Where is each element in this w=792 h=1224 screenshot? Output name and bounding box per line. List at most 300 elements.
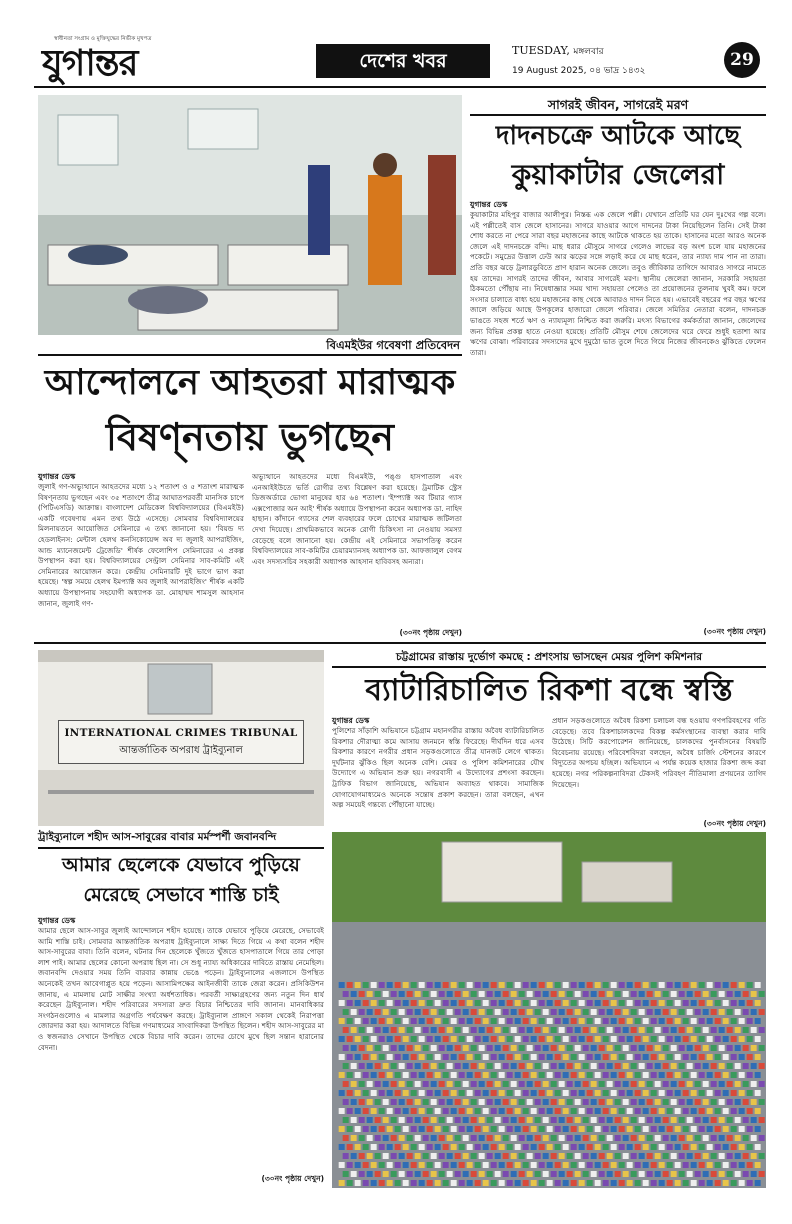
rickshaw-mark	[699, 1018, 705, 1024]
rickshaw-mark	[503, 1081, 509, 1087]
rickshaw-mark	[515, 1108, 521, 1114]
rickshaw-mark	[591, 1153, 597, 1159]
rickshaw-mark	[667, 1090, 673, 1096]
rickshaw-mark	[483, 1000, 489, 1006]
rickshaw-mark	[463, 991, 469, 997]
rickshaw-mark	[663, 991, 669, 997]
rickshaw-mark	[459, 1018, 465, 1024]
rickshaw-mark	[587, 1090, 593, 1096]
rickshaw-mark	[459, 1126, 465, 1132]
rickshaw-mark	[615, 1009, 621, 1015]
rickshaw-mark	[491, 1162, 497, 1168]
rickshaw-mark	[579, 1126, 585, 1132]
rickshaw-mark	[363, 1072, 369, 1078]
rickshaw-mark	[727, 1081, 733, 1087]
rickshaw-mark	[359, 1153, 365, 1159]
rickshaw-mark	[383, 1081, 389, 1087]
rickshaw-mark	[351, 1063, 357, 1069]
rickshaw-mark	[551, 1135, 557, 1141]
rickshaw-mark	[355, 1090, 361, 1096]
rickshaw-mark	[431, 991, 437, 997]
rickshaw-mark	[351, 1135, 357, 1141]
rickshaw-mark	[671, 1063, 677, 1069]
rickshaw-mark	[395, 1072, 401, 1078]
rickshaw-mark	[511, 1153, 517, 1159]
rickshaw-mark	[719, 1045, 725, 1051]
rickshaw-mark	[659, 1180, 665, 1186]
rickshaw-mark	[555, 1054, 561, 1060]
rickshaw-mark	[367, 1099, 373, 1105]
rickshaw-mark	[587, 1126, 593, 1132]
rickshaw-mark	[375, 991, 381, 997]
rickshaw-mark	[743, 1171, 749, 1177]
rickshaw-mark	[355, 1018, 361, 1024]
rickshaw-mark	[475, 1162, 481, 1168]
rickshaw-mark	[599, 991, 605, 997]
rickshaw-mark	[719, 1117, 725, 1123]
rickshaw-mark	[351, 991, 357, 997]
rickshaw-mark	[559, 1063, 565, 1069]
masthead	[34, 36, 766, 88]
rickshaw-mark	[659, 1144, 665, 1150]
rickshaw-mark	[683, 1162, 689, 1168]
rickshaw-mark	[415, 1045, 421, 1051]
rickshaw-mark	[367, 991, 373, 997]
rickshaw-mark	[603, 1018, 609, 1024]
tribunal-sign-bn: আন্তর্জাতিক অপরাধ ট্রাইব্যুনাল	[119, 745, 243, 756]
rickshaw-mark	[371, 1126, 377, 1132]
rickshaw-mark	[663, 1081, 669, 1087]
rickshaw-mark	[511, 1027, 517, 1033]
rickshaw-mark	[423, 1009, 429, 1015]
rickshaw-mark	[383, 1045, 389, 1051]
rickshaw-mark	[627, 1090, 633, 1096]
rickshaw-mark	[411, 1072, 417, 1078]
rickshaw-mark	[759, 1027, 765, 1033]
rickshaw-mark	[735, 1063, 741, 1069]
rickshaw-mark	[575, 1099, 581, 1105]
rickshaw-mark	[463, 1063, 469, 1069]
rickshaw-mark	[547, 1144, 553, 1150]
rickshaw-mark	[683, 1018, 689, 1024]
rickshaw-mark	[663, 1045, 669, 1051]
rickshaw-mark	[707, 1090, 713, 1096]
rickshaw-mark	[479, 1027, 485, 1033]
rickshaw-mark	[455, 1045, 461, 1051]
rickshaw-mark	[531, 1126, 537, 1132]
rickshaw-mark	[479, 991, 485, 997]
rickshaw-mark	[523, 1000, 529, 1006]
rickshaw-mark	[475, 1126, 481, 1132]
rickshaw-mark	[483, 1162, 489, 1168]
rickshaw-mark	[695, 1045, 701, 1051]
rickshaw-mark	[587, 1054, 593, 1060]
rickshaw-mark	[535, 1045, 541, 1051]
rickshaw-mark	[459, 1090, 465, 1096]
rickshaw-mark	[559, 991, 565, 997]
rickshaw-mark	[679, 1027, 685, 1033]
rickshaw-mark	[635, 1126, 641, 1132]
rickshaw-mark	[663, 1153, 669, 1159]
rickshaw-mark	[571, 1036, 577, 1042]
rickshaw-mark	[343, 1063, 349, 1069]
rickshaw-mark	[531, 1180, 537, 1186]
rickshaw-mark	[551, 1063, 557, 1069]
rickshaw-mark	[567, 1027, 573, 1033]
rickshaw-mark	[443, 1018, 449, 1024]
rickshaw-mark	[487, 991, 493, 997]
rickshaw-mark	[739, 1000, 745, 1006]
rickshaw-mark	[499, 1036, 505, 1042]
rickshaw-mark	[503, 1135, 509, 1141]
rickshaw-mark	[447, 1117, 453, 1123]
story2-kicker: সাগরই জীবন, সাগরেই মরণ	[547, 97, 689, 112]
rickshaw-mark	[391, 1063, 397, 1069]
rickshaw-mark	[499, 1162, 505, 1168]
rickshaw-mark	[631, 1009, 637, 1015]
rickshaw-mark	[759, 1099, 765, 1105]
rickshaw-mark	[739, 1180, 745, 1186]
rickshaw-mark	[603, 1036, 609, 1042]
rickshaw-mark	[607, 1117, 613, 1123]
rickshaw-mark	[695, 1063, 701, 1069]
rickshaw-mark	[515, 982, 521, 988]
rickshaw-mark	[443, 1072, 449, 1078]
rickshaw-mark	[723, 1144, 729, 1150]
rickshaw-mark	[727, 1045, 733, 1051]
rickshaw-mark	[395, 1018, 401, 1024]
rickshaw-mark	[571, 1054, 577, 1060]
rickshaw-mark	[391, 1153, 397, 1159]
rickshaw-mark	[695, 1117, 701, 1123]
rickshaw-mark	[643, 1180, 649, 1186]
rickshaw-mark	[567, 1171, 573, 1177]
rickshaw-mark	[467, 982, 473, 988]
rickshaw-mark	[715, 1072, 721, 1078]
rickshaw-mark	[647, 1027, 653, 1033]
rickshaw-mark	[555, 1180, 561, 1186]
rickshaw-aerial-photo	[332, 832, 766, 1188]
rickshaw-mark	[695, 1081, 701, 1087]
rickshaw-mark	[491, 1108, 497, 1114]
rickshaw-mark	[515, 1072, 521, 1078]
rickshaw-mark	[583, 1153, 589, 1159]
rickshaw-mark	[515, 1144, 521, 1150]
rickshaw-mark	[699, 982, 705, 988]
rickshaw-mark	[571, 1000, 577, 1006]
rickshaw-mark	[707, 1036, 713, 1042]
rickshaw-mark	[503, 1153, 509, 1159]
rickshaw-mark	[539, 982, 545, 988]
rickshaw-mark	[735, 1009, 741, 1015]
rickshaw-mark	[651, 1018, 657, 1024]
rickshaw-mark	[447, 1063, 453, 1069]
rickshaw-mark	[615, 1171, 621, 1177]
rickshaw-mark	[403, 982, 409, 988]
rickshaw-mark	[623, 1117, 629, 1123]
rickshaw-mark	[407, 1045, 413, 1051]
story1-body-col1: জুলাই গণ-অভ্যুত্থানে আহতদের মধ্যে ১২ শতাংশ ও ৫ শতাংশ মারাত্মক বিষণ্নতায় ভুগছেন এবং ৩৫ শতাংশে তীব্র আঘাতপরবর্তী মানসিক চাপে (পিটিএসডি) আক্রান্ত। বাংলাদেশ মেডিকেল বিশ্ববিদ্যালয়ের (বিএমইউ) একটি গবেষণায় এমন তথ্য উঠে এসেছে। সোমবার বিশ্ববিদ্যালয়ের মিলনায়তনে আয়োজিত সেমিনারে এ তথ্য জানানো হয়। 'বিয়ন্ড দ্য হেডলাইনস: মেন্টাল হেলথ কনসিকোয়েন্স অব দ্য জুলাই আপরাইজিং, আন্ড ম্যানেজমেন্ট ট্রেজেডি' শীর্ষক ফেলোশিপ সেমিনারের এ প্রকল্প উপস্থাপন করা হয়। বিশ্ববিদ্যালয়ের সেন্ট্রাল সেমিনার সাব-কমিটি এই সেমিনারের আয়োজন করে। কেন্দ্রীয় সেমিনারটি দুই ভাগে ভাগ করা হয়েছে। 'স্বল্প সময়ে হেলথ ইমপ্যাক্ট অব জুলাই আপরাইজিং' শীর্ষক একটি অধ্যায়ে উপস্থাপনায় সহযোগী অধ্যাপক ডা. মোহাম্মদ শামসুল আহসান জানান, জুলাই গণ-	[38, 482, 244, 608]
rickshaw-mark	[631, 991, 637, 997]
rickshaw-mark	[683, 1000, 689, 1006]
rickshaw-mark	[623, 1171, 629, 1177]
rickshaw-mark	[523, 1036, 529, 1042]
rickshaw-mark	[343, 1171, 349, 1177]
rickshaw-mark	[579, 1090, 585, 1096]
rickshaw-mark	[647, 1135, 653, 1141]
rickshaw-mark	[711, 1045, 717, 1051]
rickshaw-mark	[511, 1045, 517, 1051]
rickshaw-mark	[527, 1009, 533, 1015]
rickshaw-mark	[643, 1036, 649, 1042]
rickshaw-mark	[651, 1144, 657, 1150]
rickshaw-mark	[603, 1108, 609, 1114]
rickshaw-mark	[707, 1144, 713, 1150]
rickshaw-mark	[475, 1036, 481, 1042]
rickshaw-mark	[659, 982, 665, 988]
rickshaw-mark	[747, 1000, 753, 1006]
rickshaw-mark	[399, 1063, 405, 1069]
rickshaw-mark	[631, 1045, 637, 1051]
rickshaw-mark	[723, 1054, 729, 1060]
rickshaw-mark	[591, 1027, 597, 1033]
rickshaw-mark	[679, 1171, 685, 1177]
rickshaw-mark	[583, 1063, 589, 1069]
rickshaw-mark	[547, 1090, 553, 1096]
rickshaw-mark	[747, 1144, 753, 1150]
rickshaw-mark	[443, 1126, 449, 1132]
rickshaw-mark	[419, 982, 425, 988]
rickshaw-mark	[559, 1117, 565, 1123]
rickshaw-mark	[531, 1036, 537, 1042]
rickshaw-mark	[615, 1135, 621, 1141]
rickshaw-mark	[759, 991, 765, 997]
rickshaw-mark	[707, 1072, 713, 1078]
rickshaw-mark	[751, 1081, 757, 1087]
rickshaw-mark	[391, 1099, 397, 1105]
rickshaw-mark	[635, 1180, 641, 1186]
rickshaw-mark	[659, 1018, 665, 1024]
rickshaw-mark	[627, 1162, 633, 1168]
rickshaw-mark	[399, 991, 405, 997]
rickshaw-mark	[475, 1180, 481, 1186]
rickshaw-mark	[575, 1009, 581, 1015]
rickshaw-mark	[691, 1144, 697, 1150]
rickshaw-mark	[519, 1045, 525, 1051]
rickshaw-mark	[659, 1162, 665, 1168]
rickshaw-mark	[355, 1054, 361, 1060]
rickshaw-mark	[403, 1108, 409, 1114]
rickshaw-mark	[567, 1099, 573, 1105]
rickshaw-mark	[599, 1135, 605, 1141]
rickshaw-mark	[675, 1144, 681, 1150]
rickshaw-mark	[695, 1009, 701, 1015]
rickshaw-mark	[403, 1090, 409, 1096]
rickshaw-mark	[691, 1162, 697, 1168]
rickshaw-mark	[727, 1171, 733, 1177]
rickshaw-mark	[523, 1162, 529, 1168]
rickshaw-mark	[623, 1135, 629, 1141]
rickshaw-mark	[647, 1063, 653, 1069]
rickshaw-mark	[543, 1027, 549, 1033]
rickshaw-mark	[543, 1009, 549, 1015]
rickshaw-mark	[471, 1135, 477, 1141]
rickshaw-mark	[447, 1099, 453, 1105]
rickshaw-mark	[627, 1036, 633, 1042]
rickshaw-mark	[471, 1081, 477, 1087]
rickshaw-mark	[551, 1153, 557, 1159]
rickshaw-mark	[415, 1171, 421, 1177]
hospital-ward-illustration	[38, 95, 462, 335]
rickshaw-mark	[555, 1036, 561, 1042]
rickshaw-mark	[675, 1036, 681, 1042]
rickshaw-mark	[723, 1162, 729, 1168]
story2-byline: যুগান্তর ডেস্ক	[470, 200, 508, 209]
rickshaw-mark	[683, 1144, 689, 1150]
rickshaw-mark	[715, 1144, 721, 1150]
rickshaw-mark	[599, 1027, 605, 1033]
rickshaw-mark	[419, 1180, 425, 1186]
rickshaw-mark	[731, 1144, 737, 1150]
rickshaw-mark	[507, 1126, 513, 1132]
rickshaw-mark	[443, 1036, 449, 1042]
rickshaw-mark	[527, 1153, 533, 1159]
rickshaw-mark	[415, 1099, 421, 1105]
rickshaw-mark	[351, 1099, 357, 1105]
rickshaw-mark	[599, 1009, 605, 1015]
rickshaw-mark	[479, 1063, 485, 1069]
rickshaw-mark	[707, 1054, 713, 1060]
rickshaw-mark	[759, 1045, 765, 1051]
rickshaw-mark	[407, 991, 413, 997]
rickshaw-mark	[599, 1081, 605, 1087]
rickshaw-mark	[663, 1171, 669, 1177]
rickshaw-mark	[395, 1180, 401, 1186]
rickshaw-mark	[411, 1108, 417, 1114]
rickshaw-mark	[623, 1009, 629, 1015]
rickshaw-mark	[459, 1108, 465, 1114]
rickshaw-mark	[435, 1018, 441, 1024]
rickshaw-mark	[515, 1162, 521, 1168]
rickshaw-mark	[667, 1126, 673, 1132]
rickshaw-mark	[731, 1108, 737, 1114]
rickshaw-mark	[751, 1117, 757, 1123]
rickshaw-mark	[495, 1045, 501, 1051]
rickshaw-mark	[707, 982, 713, 988]
rickshaw-mark	[723, 1000, 729, 1006]
rickshaw-mark	[499, 1072, 505, 1078]
rickshaw-mark	[583, 1045, 589, 1051]
rickshaw-mark	[415, 1081, 421, 1087]
newspaper-logo: যুগান্তর	[42, 43, 138, 84]
rickshaw-mark	[727, 1063, 733, 1069]
rickshaw-mark	[639, 1099, 645, 1105]
rickshaw-mark	[583, 1117, 589, 1123]
rickshaw-mark	[687, 1081, 693, 1087]
rickshaw-mark	[635, 1072, 641, 1078]
rickshaw-mark	[607, 1153, 613, 1159]
rickshaw-mark	[611, 1018, 617, 1024]
rickshaw-mark	[487, 1099, 493, 1105]
rickshaw-mark	[431, 1045, 437, 1051]
rickshaw-mark	[615, 1063, 621, 1069]
rickshaw-mark	[371, 1144, 377, 1150]
rickshaw-mark	[755, 1000, 761, 1006]
rickshaw-mark	[699, 1090, 705, 1096]
rickshaw-mark	[519, 1081, 525, 1087]
rickshaw-mark	[399, 1153, 405, 1159]
rickshaw-mark	[615, 1027, 621, 1033]
rickshaw-mark	[395, 1144, 401, 1150]
rickshaw-mark	[647, 1045, 653, 1051]
rickshaw-mark	[727, 991, 733, 997]
rickshaw-mark	[339, 1108, 345, 1114]
rickshaw-mark	[755, 1162, 761, 1168]
rickshaw-mark	[571, 1090, 577, 1096]
rickshaw-mark	[411, 1036, 417, 1042]
rickshaw-mark	[563, 1144, 569, 1150]
rickshaw-mark	[499, 1180, 505, 1186]
rickshaw-mark	[739, 1054, 745, 1060]
rickshaw-mark	[343, 1099, 349, 1105]
rickshaw-mark	[467, 1180, 473, 1186]
rickshaw-mark	[379, 1090, 385, 1096]
rickshaw-mark	[387, 1108, 393, 1114]
rickshaw-mark	[443, 1180, 449, 1186]
rickshaw-mark	[711, 1063, 717, 1069]
rickshaw-mark	[347, 1018, 353, 1024]
rickshaw-mark	[363, 1144, 369, 1150]
rickshaw-mark	[491, 1054, 497, 1060]
tribunal-photo	[38, 650, 324, 826]
rickshaw-mark	[411, 1090, 417, 1096]
rickshaw-mark	[671, 1045, 677, 1051]
rickshaw-mark	[427, 1018, 433, 1024]
rickshaw-mark	[719, 1135, 725, 1141]
rickshaw-mark	[351, 1045, 357, 1051]
rickshaw-mark	[511, 1063, 517, 1069]
rickshaw-mark	[671, 1099, 677, 1105]
rickshaw-mark	[383, 1009, 389, 1015]
rickshaw-mark	[447, 1081, 453, 1087]
rickshaw-mark	[615, 1153, 621, 1159]
rickshaw-mark	[547, 1072, 553, 1078]
rickshaw-mark	[587, 982, 593, 988]
rickshaw-mark	[627, 1126, 633, 1132]
rickshaw-mark	[623, 1027, 629, 1033]
rickshaw-mark	[471, 1099, 477, 1105]
rickshaw-mark	[667, 1108, 673, 1114]
rickshaw-mark	[567, 1117, 573, 1123]
rickshaw-mark	[607, 1081, 613, 1087]
rickshaw-mark	[535, 1063, 541, 1069]
rickshaw-mark	[415, 1153, 421, 1159]
rickshaw-mark	[399, 1171, 405, 1177]
rickshaw-mark	[387, 1072, 393, 1078]
rickshaw-mark	[367, 1153, 373, 1159]
rickshaw-mark	[571, 1144, 577, 1150]
rickshaw-mark	[655, 1009, 661, 1015]
rickshaw-mark	[651, 1108, 657, 1114]
rickshaw-mark	[463, 1081, 469, 1087]
rickshaw-mark	[563, 1126, 569, 1132]
rickshaw-mark	[399, 1117, 405, 1123]
story4-byline: যুগান্তর ডেস্ক	[332, 716, 370, 725]
rickshaw-mark	[387, 1126, 393, 1132]
rickshaw-mark	[635, 1144, 641, 1150]
rickshaw-mark	[347, 1126, 353, 1132]
rickshaw-mark	[359, 1009, 365, 1015]
